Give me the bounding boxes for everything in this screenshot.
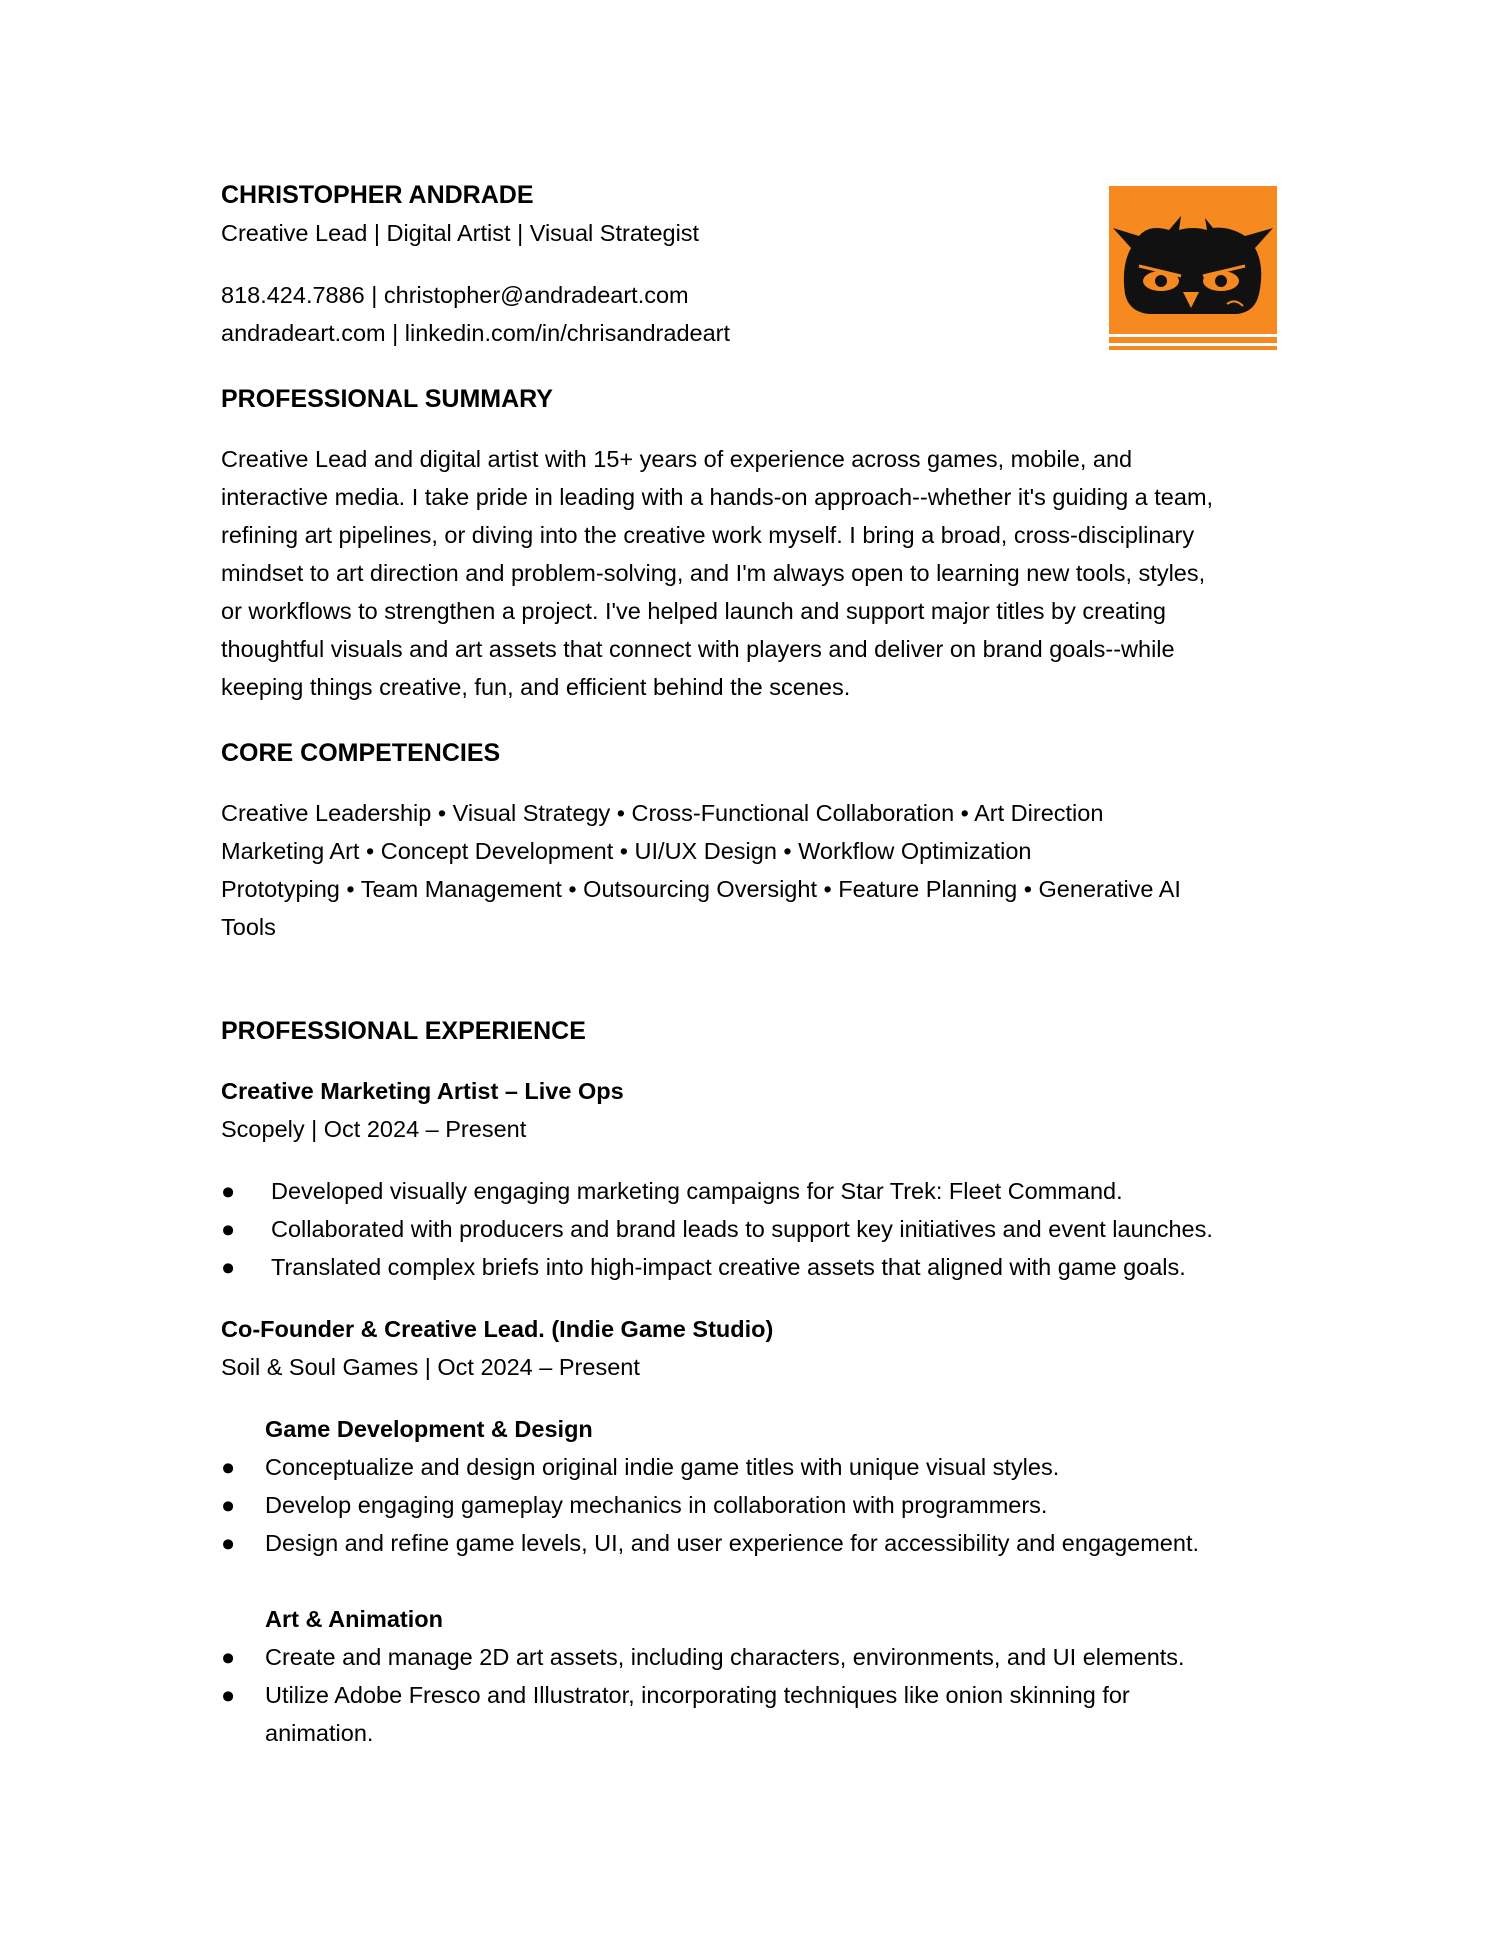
- resume-content: [221, 180, 1281, 1752]
- summary-line: refining art pipelines, or diving into the creative work myself. I bring a broad, cross-disciplinary: [221, 522, 1195, 548]
- summary-paragraph: [221, 440, 1281, 706]
- job-bullets-scopely: [221, 1172, 1281, 1286]
- competencies-heading: CORE COMPETENCIES: [221, 739, 501, 767]
- competencies-list: [221, 794, 1281, 946]
- list-item: ● Developed visually engaging marketing campaigns for Star Trek: Fleet Command.: [221, 1172, 1281, 1210]
- summary-heading: PROFESSIONAL SUMMARY: [221, 385, 553, 413]
- summary-line: thoughtful visuals and art assets that connect with players and deliver on brand goals--while: [221, 636, 1175, 662]
- list-item: ● Conceptualize and design original indie game titles with unique visual styles.: [221, 1448, 1281, 1486]
- bullet-icon: ●: [221, 1254, 236, 1280]
- bullet-icon: ●: [221, 1644, 236, 1670]
- competencies-line: Creative Leadership • Visual Strategy • Cross-Functional Collaboration • Art Direction: [221, 800, 1104, 826]
- bullet-icon: ●: [221, 1492, 236, 1518]
- competencies-line: Tools: [221, 914, 276, 940]
- bullet-icon: ●: [221, 1178, 236, 1204]
- candidate-name: CHRISTOPHER ANDRADE: [221, 181, 534, 209]
- summary-line: Creative Lead and digital artist with 15+ years of experience across games, mobile, and: [221, 446, 1133, 472]
- summary-line: interactive media. I take pride in leading with a hands-on approach--whether it's guiding a team,: [221, 484, 1214, 510]
- contact-line-web: andradeart.com | linkedin.com/in/chrisandradeart: [221, 320, 731, 346]
- bullet-icon: ●: [221, 1682, 236, 1708]
- list-item: ● Create and manage 2D art assets, including characters, environments, and UI elements.: [221, 1638, 1281, 1676]
- summary-line: mindset to art direction and problem-solving, and I'm always open to learning new tools, styles,: [221, 560, 1206, 586]
- summary-line: or workflows to strengthen a project. I've helped launch and support major titles by creating: [221, 598, 1166, 624]
- list-item: ● Develop engaging gameplay mechanics in collaboration with programmers.: [221, 1486, 1281, 1524]
- bullet-icon: ●: [221, 1530, 236, 1556]
- section-heading-game-dev: Game Development & Design: [265, 1416, 593, 1442]
- job-bullets-art-animation: [221, 1638, 1281, 1752]
- bullet-icon: ●: [221, 1216, 236, 1242]
- list-item-continuation: animation.: [265, 1720, 374, 1746]
- job-title-soil-soul: Co-Founder & Creative Lead. (Indie Game Studio): [221, 1316, 774, 1342]
- bullet-icon: ●: [221, 1454, 236, 1480]
- section-heading-art-animation: Art & Animation: [265, 1606, 443, 1632]
- list-item: ● Design and refine game levels, UI, and user experience for accessibility and engagement.: [221, 1524, 1281, 1562]
- summary-line: keeping things creative, fun, and efficient behind the scenes.: [221, 674, 851, 700]
- competencies-line: Marketing Art • Concept Development • UI/UX Design • Workflow Optimization: [221, 838, 1032, 864]
- list-item: ● Collaborated with producers and brand leads to support key initiatives and event launches.: [221, 1210, 1281, 1248]
- contact-line-phone-email: 818.424.7886 | christopher@andradeart.com: [221, 282, 689, 308]
- experience-heading: PROFESSIONAL EXPERIENCE: [221, 1017, 586, 1045]
- list-item: ● Utilize Adobe Fresco and Illustrator, incorporating techniques like onion skinning for: [221, 1676, 1281, 1714]
- tagline: Creative Lead | Digital Artist | Visual Strategist: [221, 220, 700, 246]
- job-company-soil-soul: Soil & Soul Games | Oct 2024 – Present: [221, 1354, 640, 1380]
- job-title-scopely: Creative Marketing Artist – Live Ops: [221, 1078, 624, 1104]
- job-bullets-game-dev: [221, 1448, 1281, 1562]
- list-item: ● Translated complex briefs into high-impact creative assets that aligned with game goals.: [221, 1248, 1281, 1286]
- job-company-scopely: Scopely | Oct 2024 – Present: [221, 1116, 527, 1142]
- competencies-line: Prototyping • Team Management • Outsourcing Oversight • Feature Planning • Generative AI: [221, 876, 1181, 902]
